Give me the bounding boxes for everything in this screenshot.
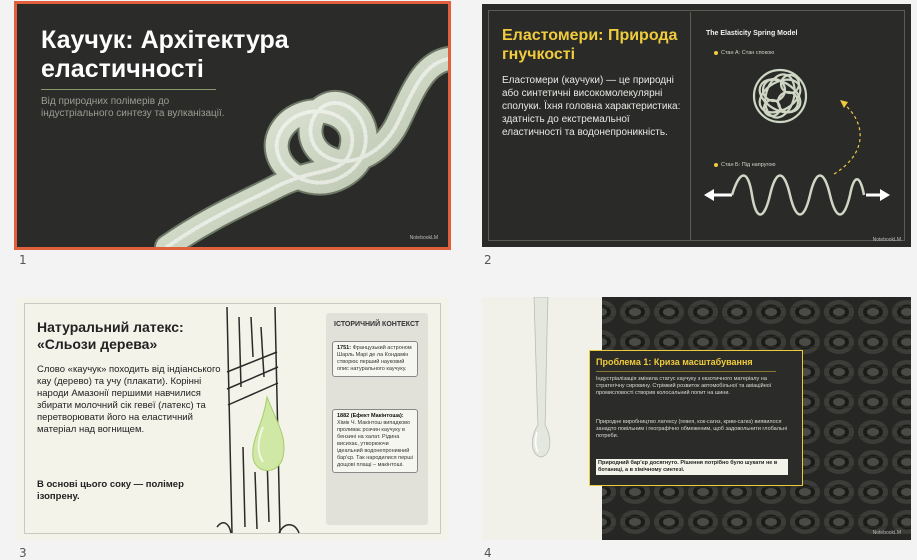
notebooklm-logo: NotebookLM	[872, 237, 901, 243]
notebooklm-logo: NotebookLM	[872, 530, 901, 536]
slide-thumbnail-1[interactable]	[17, 4, 448, 247]
slide-number-3: 3	[19, 546, 27, 560]
callout-highlight: Природний бар'єр досягнуто. Рішення потрібно було шукати не в ботаниці, а в хімічному синтезі.	[596, 459, 788, 475]
history-panel	[326, 313, 428, 525]
slide-thumbnail-3[interactable]	[17, 297, 448, 540]
problem-callout	[589, 350, 803, 486]
slide-number-2: 2	[484, 253, 492, 267]
slide-thumbnail-2[interactable]	[482, 4, 911, 247]
history-card-1751: 1751: Французький астроном Шарль Марі де ла Кондамін створює перший науковий опис натурального каучуку.	[332, 341, 418, 377]
slide-number-4: 4	[484, 546, 492, 560]
slide-title: Каучук: Архітектура еластичності	[41, 26, 289, 83]
state-b-label: Стан Б: Під напругою	[714, 162, 776, 168]
history-panel-title: ІСТОРИЧНИЙ КОНТЕКСТ	[334, 321, 420, 328]
diagram-title: The Elasticity Spring Model	[706, 30, 798, 37]
slide-number-1: 1	[19, 253, 27, 267]
callout-title: Проблема 1: Криза масштабування	[596, 357, 753, 367]
slide-subtitle: Від природних полімерів до індустріального синтезу та вулканізації.	[41, 96, 225, 119]
slide-title: Еластомери: Природа гнучкості	[502, 27, 678, 63]
callout-paragraph-2: Природне виробництво латексу (гевея, кок-сагиз, крим-сагиз) виявилося занадто повільним і географічно обмеженим, щоб задовольнити глобальні потреби.	[596, 419, 788, 439]
history-card-1882: 1882 (Ефект Макінтоша): Хімік Ч. Макінтош випадково проливає розчин каучуку в бензині на халат. Рідина висихає, утворюючи ідеальний водонепроникний бар'єр. Так народилися перші дощові плащі – макінтоші.	[332, 409, 418, 473]
latex-drop-illustration	[482, 297, 602, 540]
slide-body: Еластомери (каучуки) — це природні або синтетичні високомолекулярні сполуки. Їхня головна характеристика: здатність до екстремальної еластичності та водонепроникність.	[502, 75, 681, 138]
title-rule	[41, 89, 216, 90]
callout-rule	[596, 371, 776, 372]
slide-thumbnail-4[interactable]	[482, 297, 911, 540]
notebooklm-logo: NotebookLM	[409, 235, 438, 241]
latex-drip-panel	[482, 297, 602, 540]
slide-title: Натуральний латекс: «Сльози дерева»	[37, 319, 184, 352]
slide-body: Слово «каучук» походить від індіанського кау (дерево) та учу (плакати). Корінні народи Амазонії першими навчилися збирати молочний сік гевеї (латекс) та перетворювати його на еластичний матеріал над вогнищем.	[37, 364, 221, 435]
key-note: В основі цього соку — полімер ізопрену.	[37, 479, 184, 502]
state-a-label: Стан А: Стан спокою	[714, 50, 774, 56]
spring-diagram	[482, 4, 911, 247]
callout-paragraph-1: Індустріалізація змінила статус каучуку з екзотичного матеріалу на стратегічну сировину. Стрімкий розвиток автомобільної та авіаційної промисловості створив колосальний попит на шини.	[596, 376, 772, 396]
